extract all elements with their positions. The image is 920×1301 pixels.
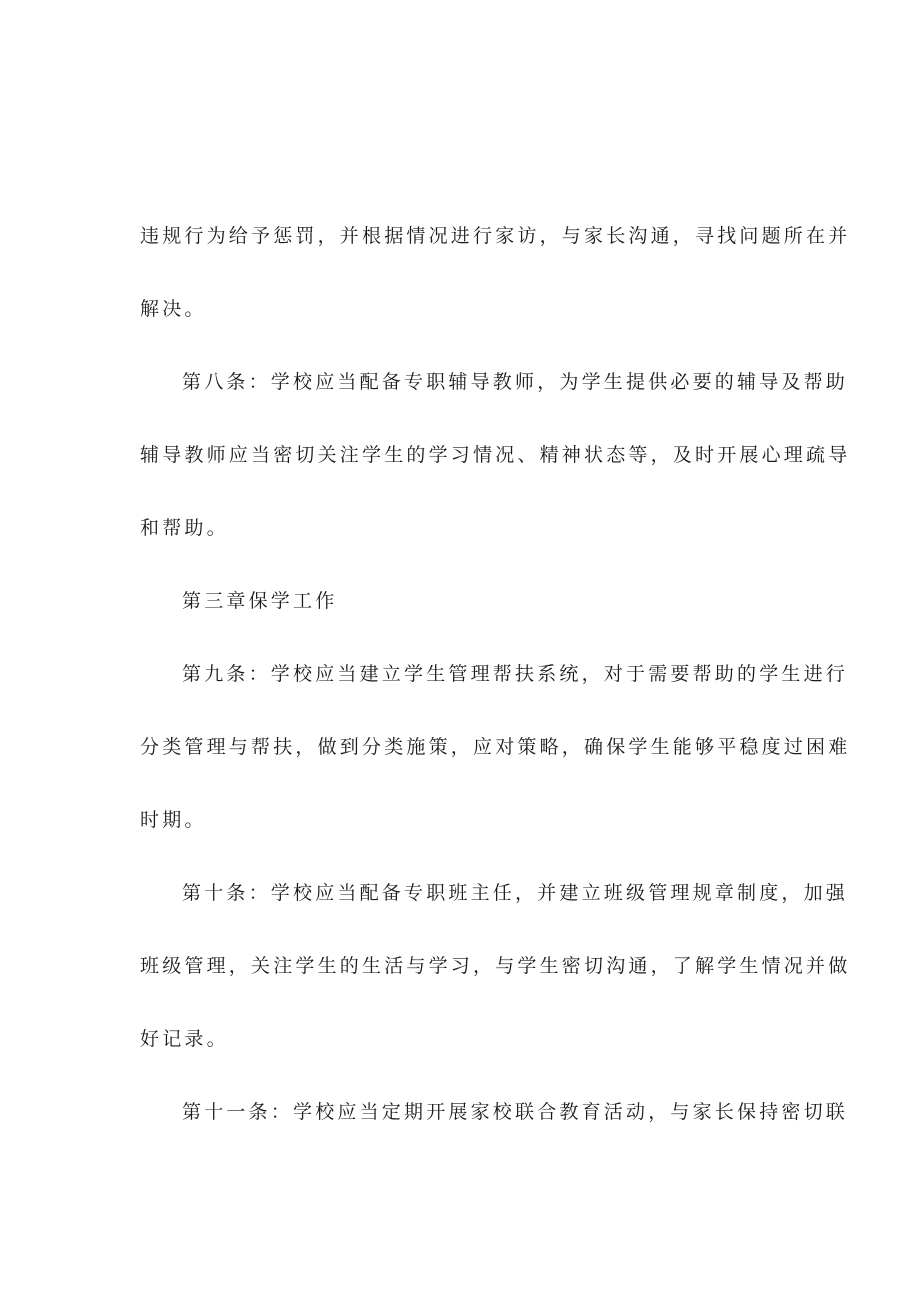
text-line: 时期。 bbox=[140, 809, 207, 831]
text-line: 班级管理，关注学生的生活与学习，与学生密切沟通，了解学生情况并做 bbox=[140, 955, 851, 977]
text-line: 好记录。 bbox=[140, 1028, 229, 1050]
text-line: 违规行为给予惩罚，并根据情况进行家访，与家长沟通，寻找问题所在并 bbox=[140, 225, 851, 247]
text-line: 和帮助。 bbox=[140, 517, 229, 539]
article-10-line: 第十条：学校应当配备专职班主任，并建立班级管理规章制度，加强 bbox=[182, 882, 849, 904]
text-line: 解决。 bbox=[140, 298, 207, 320]
article-11-line: 第十一条：学校应当定期开展家校联合教育活动，与家长保持密切联 bbox=[182, 1101, 849, 1123]
text-line: 辅导教师应当密切关注学生的学习情况、精神状态等，及时开展心理疏导 bbox=[140, 444, 851, 466]
article-8-line: 第八条：学校应当配备专职辅导教师，为学生提供必要的辅导及帮助 bbox=[182, 371, 849, 393]
text-line: 分类管理与帮扶，做到分类施策，应对策略，确保学生能够平稳度过困难 bbox=[140, 736, 851, 758]
article-9-line: 第九条：学校应当建立学生管理帮扶系统，对于需要帮助的学生进行 bbox=[182, 663, 849, 685]
chapter-heading: 第三章保学工作 bbox=[182, 590, 338, 612]
